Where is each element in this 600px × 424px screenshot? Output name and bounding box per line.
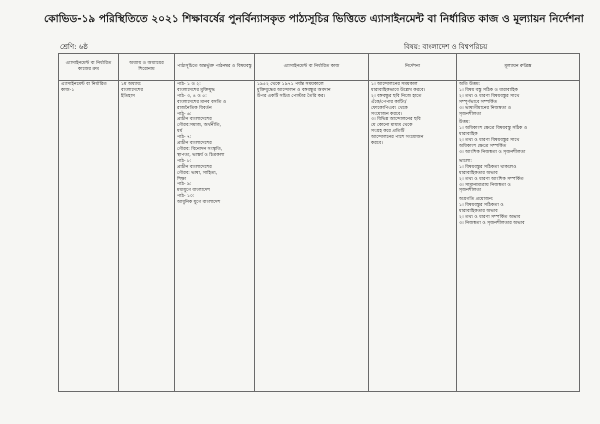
header-chapter: অধ্যায় ও অধ্যায়ের শিরোনাম xyxy=(119,54,175,81)
instruction-line: ৩। বিভিন্ন আন্দোলনের ছবি xyxy=(371,117,421,123)
lesson-line: প্রাচীন বাংলাদেশের xyxy=(177,141,212,147)
lesson-line: পাঠ- ৬: xyxy=(177,111,192,117)
rubric-line: ২। তথ্য ও ধারণা বিষয়বস্তুর সাথে xyxy=(459,93,520,99)
cell-instructions xyxy=(369,81,457,392)
cell-task xyxy=(255,81,369,392)
rubric-line: অধিকাংশ ক্ষেত্রে সম্পর্কিত xyxy=(459,144,507,150)
lesson-line: বাংলাদেশের মুক্তিযুদ্ধ xyxy=(177,87,215,93)
task-line: মুক্তিযুদ্ধের আন্দোলন ও বঙ্গবন্ধুর অবদান xyxy=(257,87,331,93)
instruction-line: সংযোজন করবে। xyxy=(371,111,402,117)
cell-rubric xyxy=(457,81,580,392)
task-line: উপর একটি সচিত্র পোস্টার তৈরি কর। xyxy=(257,93,326,99)
chapter-line: বাংলাদেশের xyxy=(121,87,143,93)
rubric-heading: অগ্রগতি প্রয়োজন: xyxy=(459,197,494,203)
chapter-line: ইতিহাস xyxy=(121,93,135,99)
instruction-line: আন্দোলনের পাশে সংযোজন xyxy=(371,135,424,141)
lesson-line: রাজনৈতিক বিবর্তন xyxy=(177,105,212,111)
header-task: এ্যাসাইনমেন্ট বা নির্ধারিত কাজ xyxy=(255,54,369,81)
instruction-line: সংগ্রহ করে প্রতিটি xyxy=(371,129,405,135)
cell-assignment-no xyxy=(59,81,119,392)
assignment-no: এ্যাসাইনমেন্ট বা নির্ধারিত কাজ-১ xyxy=(61,82,107,93)
rubric-line: ১। অধিকাংশ ক্ষেত্রে বিষয়বস্তু সঠিক ও xyxy=(459,126,528,132)
lesson-line: পাঠ- ১০: xyxy=(177,194,195,200)
instruction-line: যে কোনো মাধ্যম থেকে xyxy=(371,123,413,129)
header-instructions: নির্দেশনা xyxy=(369,54,457,81)
rubric-line: ধারাবাহিকতার অভাব xyxy=(459,209,498,215)
instruction-line: ১। আন্দোলনের সময়কাল xyxy=(371,82,418,87)
instruction-line: ২। বঙ্গবন্ধুর ছবি নিজে হাতে xyxy=(371,93,422,99)
lesson-line: প্রাচীন বাংলাদেশের xyxy=(177,117,212,123)
instruction-line: ফোকোপিএবং থেকে xyxy=(371,105,408,111)
header-rubric: মূল্যায়ন রুব্রিক্স xyxy=(457,54,580,81)
header-lessons: পাঠ্যসূচিতে অন্তর্ভুক্ত পাঠনম্বর ও বিষয়বস্তু xyxy=(175,54,255,81)
rubric-line: ১। বিষয়বস্তুর সঠিকতা থাকলেও xyxy=(459,164,517,170)
lesson-line: শিক্ষা xyxy=(177,176,187,182)
lesson-line: স্থাপত্য, ভাস্কর্য ও চিত্রকলা xyxy=(177,152,225,158)
rubric-line: ৩। ভাষাগীমানের নিজস্বতা ও xyxy=(459,105,512,111)
table-row xyxy=(59,81,580,392)
subject-label: বিষয়: বাংলাদেশ ও বিশ্বপরিচয় xyxy=(404,43,488,51)
lesson-line: পাঠ- ৩, ৪ ও ৫: xyxy=(177,93,207,99)
cell-lessons xyxy=(175,81,255,392)
lesson-line: ধর্ম xyxy=(177,129,183,135)
lesson-line: পাঠ- ৯: xyxy=(177,182,192,188)
cell-chapter xyxy=(119,81,175,392)
assignment-table xyxy=(58,53,580,392)
lesson-line: আধুনিক যুগে বাংলাদেশ xyxy=(177,200,221,206)
header-assignment-order: এ্যাসাইনমেন্ট বা নির্ধারিত কাজের ক্রম xyxy=(59,54,119,81)
instruction-line: ধারাবাহিকভাবে উল্লেখ করবে। xyxy=(371,87,426,93)
rubric-heading: ভালো: xyxy=(459,158,472,164)
rubric-line: ধারাবাহিক xyxy=(459,132,478,138)
chapter-line: ১ম অধ্যায়: xyxy=(121,82,142,87)
lesson-line: গৌরব: ভাষা, সাহিত্য, xyxy=(177,170,218,176)
rubric-line: ৩। নিজস্বতা ও সৃজনশীলতার অভাব xyxy=(459,220,525,226)
lesson-line: পাঠ- ১ ও ২: xyxy=(177,82,201,87)
rubric-heading: উত্তম: xyxy=(459,120,470,126)
rubric-line: ১। বিষয় বস্তু সঠিক ও ধারাবাহিক xyxy=(459,87,518,93)
rubric-line: সৃজনশীলতা xyxy=(459,111,482,117)
rubric-line: সম্পূর্ণভাবে সম্পর্কিত xyxy=(459,99,498,105)
rubric-heading: অতি উত্তম: xyxy=(459,82,481,87)
lesson-line: গৌরব: বিনোদন সংস্কৃতি, xyxy=(177,146,223,152)
instruction-line: এঁকে/পেপার কাটিং/ xyxy=(371,99,407,105)
lesson-line: প্রাচীন বাংলাদেশের xyxy=(177,164,212,170)
rubric-line: ২। তথ্য ও ধারণা বিষয়বস্তুর সাথে xyxy=(459,138,520,144)
rubric-line: ২। তথ্য ও ধারণা সম্পর্কিত অভাব xyxy=(459,215,521,221)
task-line: ১৯৫২ থেকে ১৯৭১ পর্যন্ত সময়কালে xyxy=(257,82,324,87)
table-header-row xyxy=(59,54,580,81)
lesson-line: পাঠ- ৭: xyxy=(177,135,192,141)
class-label: শ্রেণি: ৬ষ্ঠ xyxy=(60,43,88,51)
rubric-line: সৃজনশীলতা xyxy=(459,188,482,194)
lesson-line: মধ্যযুগে বাংলাদেশ xyxy=(177,188,211,194)
rubric-line: ১। বিষয়বস্তুর সঠিকতা ও xyxy=(459,203,504,209)
lesson-line: গৌরব:সমাজ, অর্থনীতি, xyxy=(177,123,221,129)
lesson-line: পাঠ- ৮: xyxy=(177,158,192,164)
rubric-line: ৩। সামান্যমাত্রায় নিজস্বতা ও xyxy=(459,182,511,188)
rubric-line: ৩। আংশিক নিজস্বতা ও সৃজনশীলতা xyxy=(459,149,526,155)
instruction-line: করবে। xyxy=(371,141,383,147)
lesson-line: বাংলাদেশের মানব বসতি ও xyxy=(177,99,227,105)
rubric-line: ধারাবাহিকতার অভাব xyxy=(459,170,498,176)
document-title: কোভিড-১৯ পরিস্থিতিতে ২০২১ শিক্ষাবর্ষের পুনর্বিন্যাসকৃত পাঠ্যসূচির ভিত্তিতে এ্যাসাইনমেন্ট বা নির্ধারিত কাজ ও মূল্যায়ন নির্দেশনা xyxy=(44,13,584,25)
rubric-line: ২। তথ্য ও ধারণা আংশিক সম্পর্কিত xyxy=(459,176,524,182)
